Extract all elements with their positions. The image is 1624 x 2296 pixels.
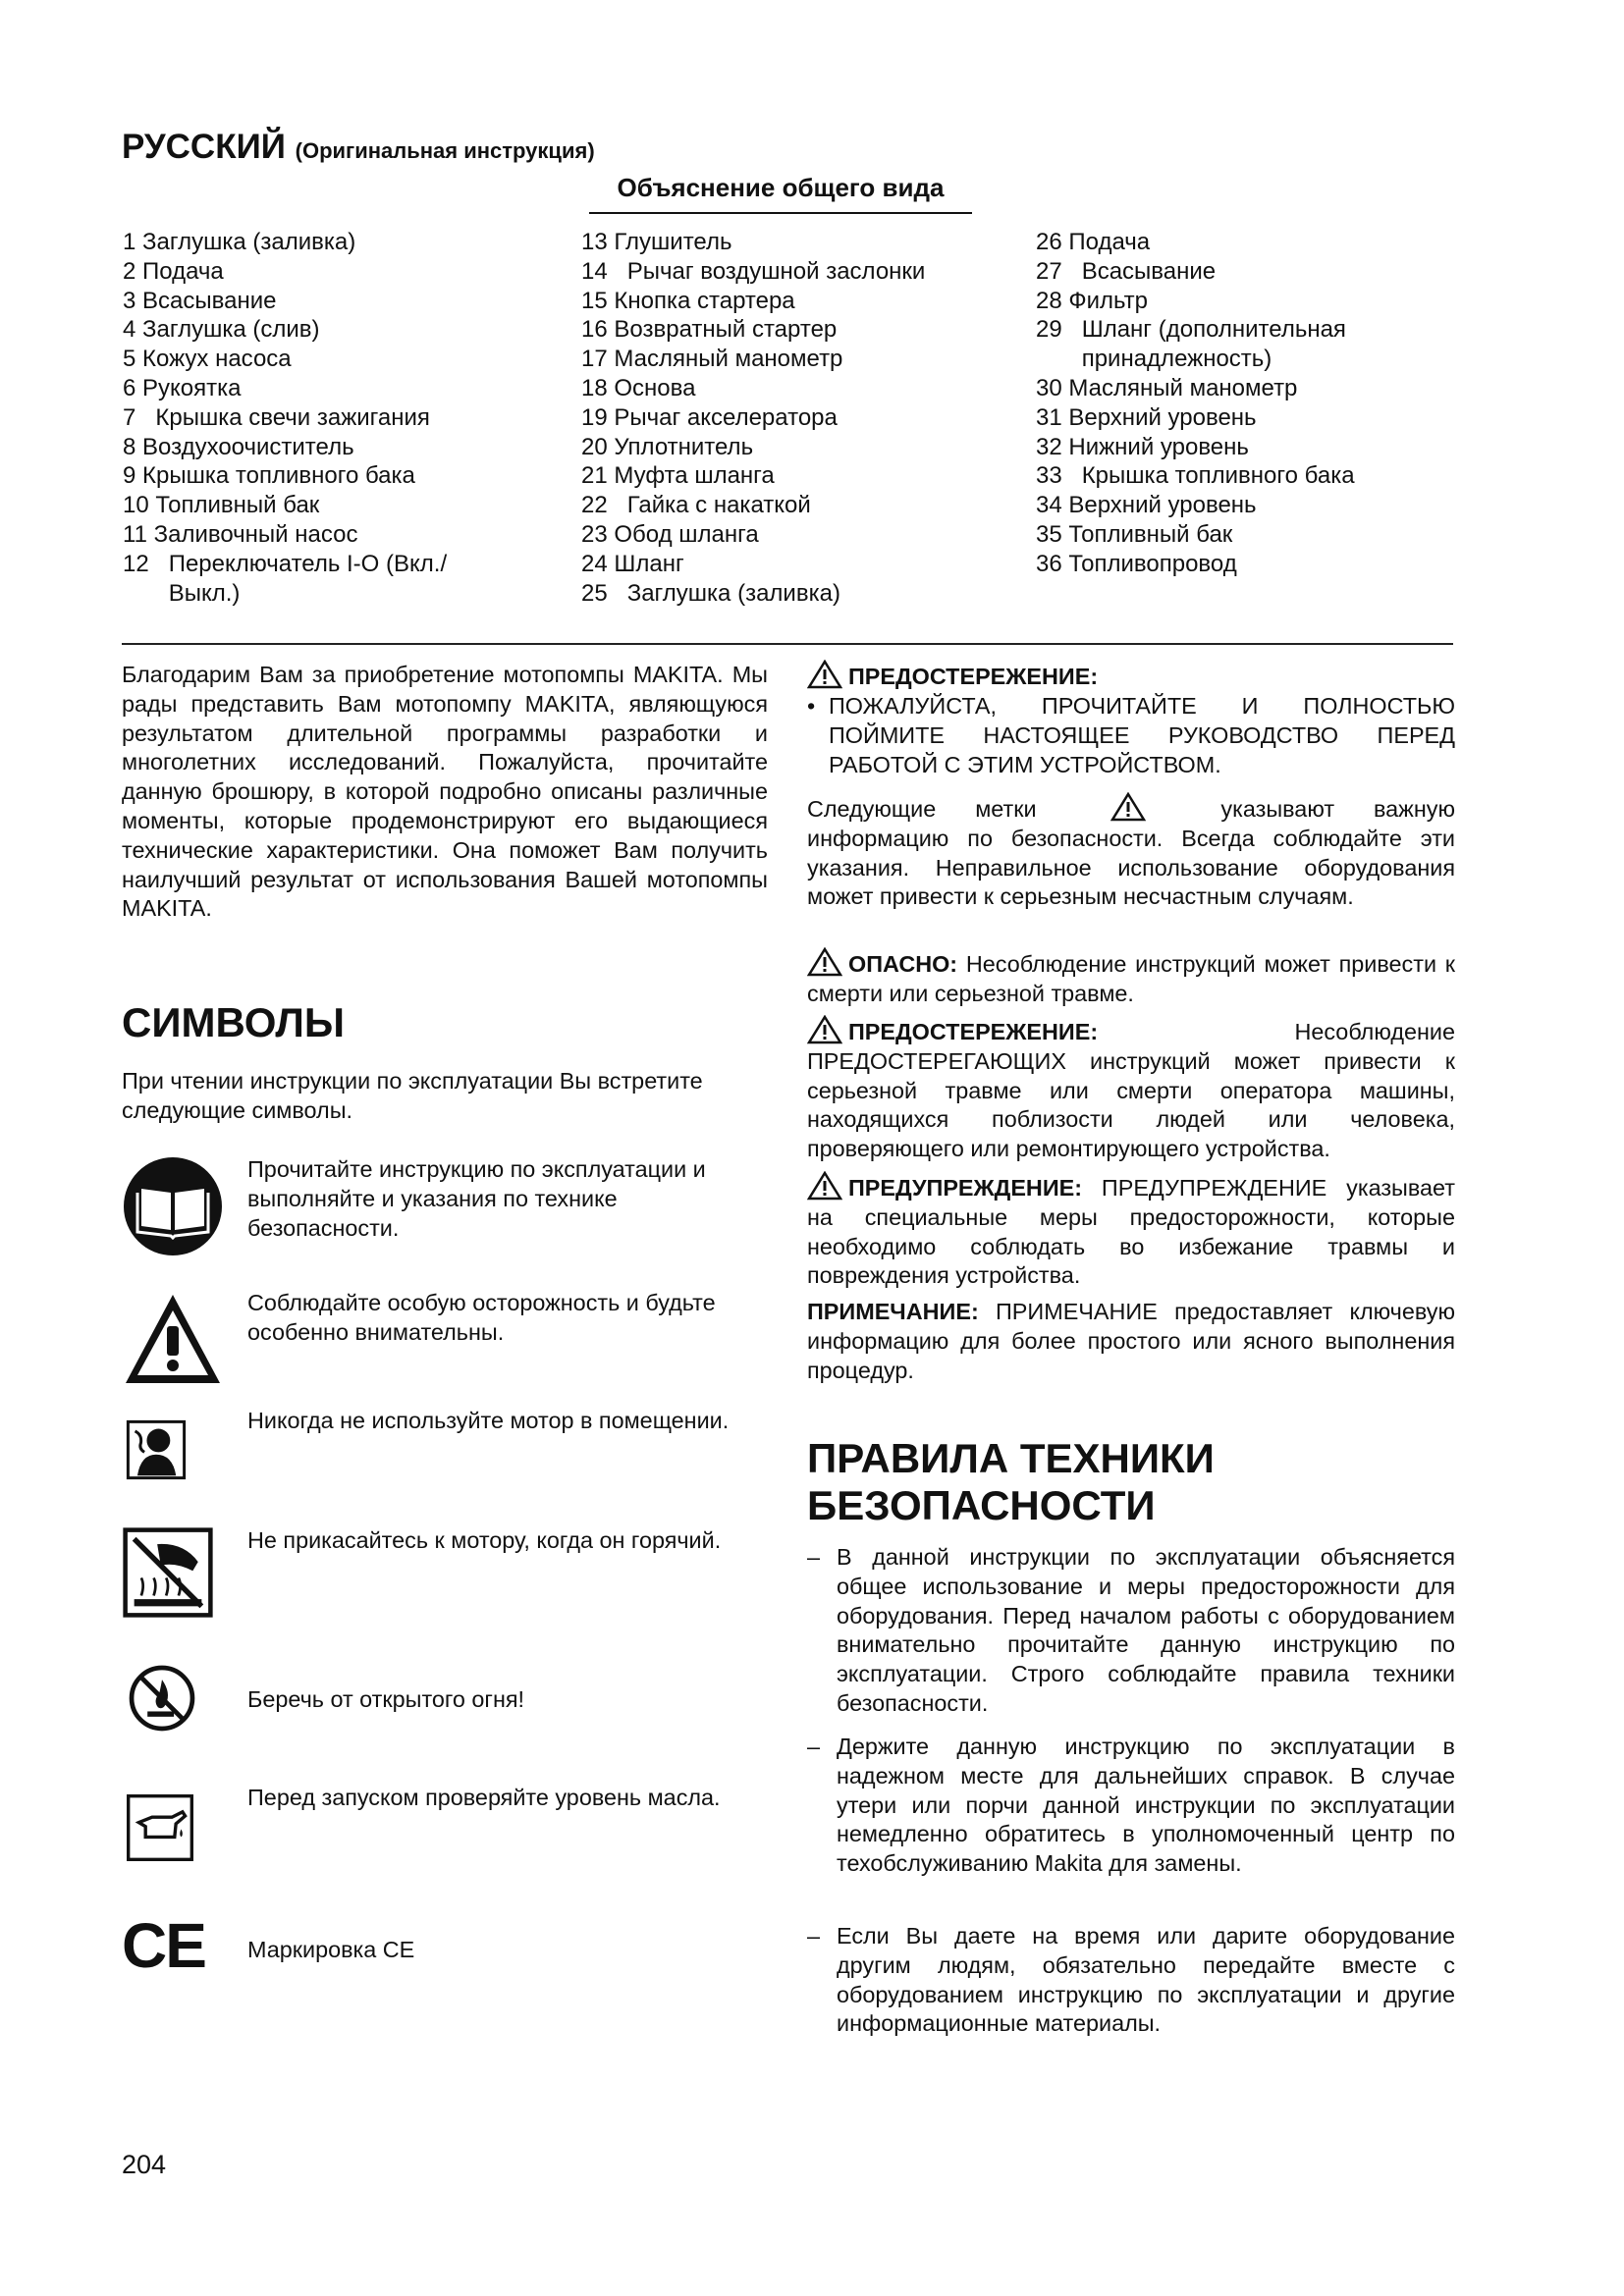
warning-triangle-icon — [807, 947, 842, 977]
part-item: 2 Подача — [123, 257, 224, 285]
bullet-dot: • — [807, 693, 816, 719]
caution-bullet-text: ПОЖАЛУЙСТА, ПРОЧИТАЙТЕ И ПОЛНОСТЬЮ ПОЙМИТЕ НАСТОЯЩЕЕ РУКОВОДСТВО ПЕРЕД РАБОТОЙ С ЭТИМ УСТРОЙСТВОМ. — [829, 693, 1455, 777]
marks-paragraph — [807, 792, 1455, 912]
note-paragraph — [807, 1298, 1455, 1385]
symbol-text: Прочитайте инструкцию по эксплуатации и выполняйте и указания по технике безопасности. — [247, 1156, 706, 1241]
part-item: 12 Переключатель I-O (Вкл./ Выкл.) — [123, 550, 448, 607]
symbol-text: Не прикасайтесь к мотору, когда он горячий. — [247, 1527, 722, 1553]
language-note: (Оригинальная инструкция) — [295, 138, 595, 163]
part-item: 7 Крышка свечи зажигания — [123, 403, 430, 431]
warning-triangle-icon — [807, 1171, 842, 1201]
part-item: 19 Рычаг акселератора — [581, 403, 838, 431]
part-item: 31 Верхний уровень — [1036, 403, 1257, 431]
note-text: ПРИМЕЧАНИЕ предоставляет ключевую информацию для более простого или ясного выполнения процедур. — [807, 1299, 1455, 1383]
symbol-row-no-flame — [122, 1664, 770, 1772]
danger-paragraph — [807, 947, 1455, 1009]
danger-text: Несоблюдение инструкций может привести к смерти или серьезной травме. — [807, 951, 1456, 1006]
part-item: 32 Нижний уровень — [1036, 433, 1249, 460]
symbol-row-hot — [122, 1526, 770, 1634]
symbol-text: Беречь от открытого огня! — [247, 1686, 525, 1712]
no-open-flame-icon — [128, 1664, 196, 1733]
symbols-heading: СИМВОЛЫ — [122, 999, 346, 1045]
safety-heading-line1: ПРАВИЛА ТЕХНИКИ — [807, 1435, 1215, 1481]
danger-title: ОПАСНО: — [848, 951, 958, 977]
part-item: 16 Возвратный стартер — [581, 316, 838, 344]
part-item: 17 Масляный манометр — [581, 346, 843, 373]
oil-check-icon — [126, 1784, 194, 1872]
part-item: 29 Шланг (дополнительная принадлежность) — [1036, 316, 1346, 373]
part-item: 8 Воздухоочиститель — [123, 433, 354, 460]
symbol-text: Соблюдайте особую осторожность и будьте особенно внимательны. — [247, 1290, 716, 1345]
part-item: 6 Рукоятка — [123, 374, 242, 401]
safety-heading — [807, 1435, 1215, 1529]
symbol-row-ce — [122, 1910, 770, 2022]
caution2-paragraph — [807, 1171, 1455, 1291]
part-item: 18 Основа — [581, 374, 696, 401]
parts-column-1 — [123, 228, 555, 608]
part-item: 33 Крышка топливного бака — [1036, 462, 1355, 490]
note-title: ПРИМЕЧАНИЕ: — [807, 1299, 979, 1324]
dash-bullet: – — [807, 1544, 821, 1570]
warning-triangle-icon — [807, 660, 842, 689]
part-item: 4 Заглушка (слив) — [123, 316, 320, 344]
part-item: 23 Обод шланга — [581, 520, 759, 548]
warning-triangle-icon — [807, 1015, 842, 1044]
part-item: 26 Подача — [1036, 229, 1151, 255]
hot-surface-icon — [122, 1526, 214, 1619]
symbol-text: Никогда не используйте мотор в помещении. — [247, 1408, 730, 1433]
language-heading — [122, 128, 595, 167]
symbol-row-oil — [122, 1784, 770, 1892]
symbol-text: Маркировка CE — [247, 1937, 415, 1962]
intro-paragraph: Благодарим Вам за приобретение мотопомпы MAKITA. Мы рады представить Вам мотопомпу MAKITA, являющуюся результатом длительной программы разработки и многолетних исследований. Пожалуйста, прочитайте данную брошюру, в которой подробно описаны различные моменты, которые продемонстрируют его выдающиеся технические характеристики. Она поможет Вам получить наилучший результат от использования Вашей мотопомпы MAKITA. — [122, 662, 768, 922]
overview-underline — [589, 212, 972, 214]
part-item: 9 Крышка топливного бака — [123, 462, 415, 490]
part-item: 25 Заглушка (заливка) — [581, 579, 840, 607]
part-item: 3 Всасывание — [123, 287, 277, 314]
symbol-row-no-indoor — [122, 1407, 770, 1515]
warning-title: ПРЕДОСТЕРЕЖЕНИЕ: — [848, 1019, 1099, 1044]
caution2-title: ПРЕДУПРЕЖДЕНИЕ: — [848, 1175, 1083, 1201]
part-item: 22 Гайка с накаткой — [581, 492, 811, 519]
ce-mark-icon: CE — [122, 1910, 205, 1981]
warning-paragraph — [807, 1015, 1455, 1164]
safety-item-text: В данной инструкции по эксплуатации объясняется общее использование и меры предосторожности для оборудования. Перед началом работы с оборудованием внимательно прочитайте данную инструкцию по эксплуатации. Строго соблюдайте правила техники безопасности. — [837, 1544, 1455, 1716]
warning-triangle-icon — [122, 1289, 224, 1391]
part-item: 15 Кнопка стартера — [581, 287, 795, 314]
page-number: 204 — [122, 2150, 167, 2179]
read-manual-icon — [122, 1155, 224, 1257]
part-item: 35 Топливный бак — [1036, 520, 1233, 548]
safety-heading-line2: БЕЗОПАСНОСТИ — [807, 1482, 1156, 1528]
part-item: 30 Масляный манометр — [1036, 374, 1298, 401]
dash-bullet: – — [807, 1923, 821, 1949]
caution2-text: ПРЕДУПРЕЖДЕНИЕ указывает на специальные меры предосторожности, которые необходимо соблюдать во избежание травмы и повреждения устройства. — [807, 1175, 1455, 1289]
marks-text-b: указывают важную информацию по безопасности. Всегда соблюдайте эти указания. Неправильное использование оборудования может привести к серьезным несчастным случаям. — [807, 796, 1455, 910]
part-item: 28 Фильтр — [1036, 287, 1148, 314]
marks-text-a: Следующие метки — [807, 796, 1037, 822]
parts-column-2 — [581, 228, 994, 608]
caution-heading — [807, 660, 1098, 692]
part-item: 36 Топливопровод — [1036, 550, 1237, 577]
symbol-row-caution — [122, 1289, 770, 1397]
language-title: РУССКИЙ — [122, 128, 286, 166]
part-item: 27 Всасывание — [1036, 257, 1217, 285]
part-item: 10 Топливный бак — [123, 492, 320, 519]
symbol-text: Перед запуском проверяйте уровень масла. — [247, 1785, 721, 1810]
part-item: 20 Уплотнитель — [581, 433, 754, 460]
parts-column-3 — [1036, 228, 1429, 579]
part-item: 1 Заглушка (заливка) — [123, 229, 356, 255]
safety-item-text: Держите данную инструкцию по эксплуатации в надежном месте для дальнейших справок. В случае утери или порчи данной инструкции по эксплуатации немедленно обратитесь в уполномоченный центр по техобслуживанию Makita для замены. — [837, 1734, 1455, 1877]
section-divider — [122, 643, 1453, 645]
symbols-intro: При чтении инструкции по эксплуатации Вы встретите следующие символы. — [122, 1068, 703, 1123]
dash-bullet: – — [807, 1734, 821, 1759]
part-item: 14 Рычаг воздушной заслонки — [581, 257, 926, 285]
symbol-row-read-manual — [122, 1155, 770, 1263]
part-item: 5 Кожух насоса — [123, 346, 292, 373]
part-item: 24 Шланг — [581, 550, 684, 577]
warning-triangle-icon — [1110, 792, 1146, 822]
safety-item-text: Если Вы даете на время или дарите оборудование другим людям, обязательно передайте вместе с оборудованием инструкцию по эксплуатации и другие информационные материалы. — [837, 1923, 1455, 2037]
part-item: 34 Верхний уровень — [1036, 492, 1257, 519]
warning-text: Несоблюдение ПРЕДОСТЕРЕГАЮЩИХ инструкций может привести к серьезной травме или смерти оператора машины, находящихся поблизости людей или человека, проверяющего или ремонтирующего устройства. — [807, 1019, 1455, 1162]
part-item: 11 Заливочный насос — [123, 520, 358, 548]
part-item: 21 Муфта шланга — [581, 462, 775, 490]
caution-title: ПРЕДОСТЕРЕЖЕНИЕ: — [848, 664, 1099, 689]
part-item: 13 Глушитель — [581, 229, 732, 255]
no-indoor-use-icon — [126, 1407, 187, 1493]
overview-title: Объяснение общего вида — [617, 173, 945, 202]
